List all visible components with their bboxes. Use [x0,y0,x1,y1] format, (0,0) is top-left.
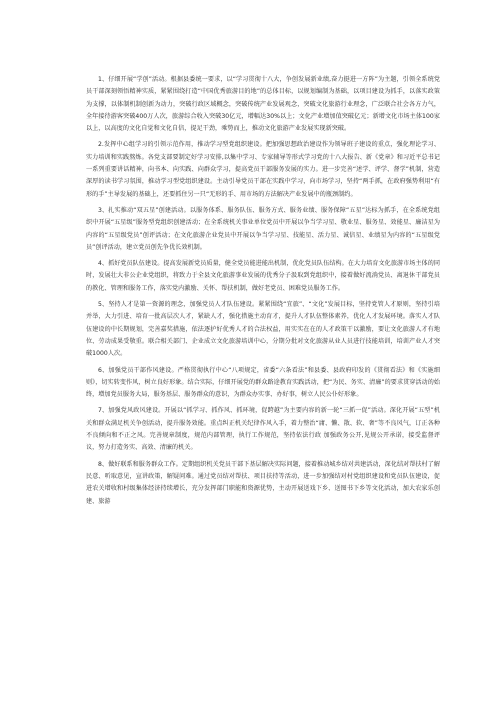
paragraph-6: 6、加强党员干部作风建设。严格贯彻执行中心“八项规定，省委“六条看法”和县委、县政府印发的《贯彻看法》和《实施细则》，切实转变作风，树立良好形象。结合实际，仔细开展党的群众路途教育实践活动，把“为民、务实、清廉”的要求贯穿活动的始终，增加党员服务大局，服务基层、服务群众的意识，为群众办实事、办好事，树立人民公仆好形象。 [86,366,440,399]
paragraph-4: 4、抓好党员队伍建设。提高发展新党员质量，健全党员能进能出机制，优化党员队伍结构。在大力培育文化旅游市场主体的同时，发展壮大非公企业党组织，将致力于全县文化旅游事业发展的优秀分子汲取到党组织中，接着做好流淌党员、离退休干部党员的教化、管理和服务工作，落实党内激励、关怀、帮扶机制，做好老党员、困难党员服务工作。 [86,260,440,292]
paragraph-2: 2.发挥中心组学习的引领示范作用，推动学习型党组织建设。把加强思想政治建设作为领导班子建设的重点，强化理论学习、实力培训和实践熬炼。各党支部要制定好学习安排,以集中学习、专家辅导等形式学习党的十八大报告、新《党章》和习近平总书记一系列重要讲话精神，向书本、向实践、向群众学习，提高党员干部服务发展的实力。进一步完善“述学、评学、督学”机制，营造深厚的读书学习氛围，推动学习型党组织建设。主动引导党员干部在实践中学习，向市场学习，坚持“两手抓，在政府强势利用“有形的手”主导发展的基础上，还要抓住另一只“无形的手、用市场的方法解决产业发展中的瓶颈制约。 [86,141,440,198]
paragraph-3: 3、扎实推动“双五星”创建活动。以服务体系、服务队伍、服务方式、服务业绩、服务保障“五星”达标为抓手，在全系统党组织中开展“五星级”服务型党组织创建活动；在全系统机关事业单位党员中开展以争当学习星、敬业星、服务星、效能星、廉洁星为内容的“五星级党员”创评活动；在文化旅游企业党员中开展以争当学习星、技能星、活力星、诚信星、业绩星为内容的“五星级党员”创评活动，建立党员创先争优长效机制。 [86,206,440,251]
paragraph-1: 1、仔细开展“学创”活动。根据县委统一要求，以“学习贯彻十八大，争创发展新业绩,奋力挺进一方阵”为主题，引领全系统党员干部深刻领悟精神实质，紧紧围绕打造“中国优秀旅游目的地”的总体目标，以规划编制为基础，以项目建设为抓手，以落实政策为支撑，以体制机制创新为动力，突破行政区域概念，突破传统产业发展观念，突破文化旅游行业理念，广泛联合社会各方力气，全年接待游客突破400万人次，旅游综合收入突破30亿元，增幅达30%以上；文化产业增加值突破亿元；新增文化市场主体100家以上，以高度的文化自觉和文化自信，提足干劲，乘势而上，推动文化旅游产业发展实现新突破。 [86,76,440,133]
paragraph-8: 8、做好联系和服务群众工作。定期组织机关党员干部下基层解决实际问题，接着推动城乡结对共建活动，深化结对帮扶村了解民意、听取意见，宣讲政策，解疑问难。通过党员结对帮扶、项目扶持等活动，进一步加强结对村党组织建设和党员队伍建设，促进农关增收和村级集体经济持续增长，充分发挥部门职能和资源优势，主动开展送戏下乡、送图书下乡等文化活动，加大农家乐创建、旅游 [86,460,440,505]
paragraph-5: 5、坚持人才是第一资源的理念，加强党员人才队伍建设。紧紧围绕“宜旅”、“文化”发展目标，坚持党管人才原则，坚持引培并举，大力引进、培育一批高层次人才，紧缺人才，强化措施主动育才，提升人才队伍整体素养，优化人才发展环境。落实人才队伍建设的中长期规划，完善嘉奖措施，依法逐护好优秀人才的合法权益，用实实在在的人才政策干以激励，要让文化旅游人才有地位、劳动成果受敬重。联合相关部门、企业成立文化旅游培训中心，分期分批对文化旅游从业人员进行技能培训，培训产业人才突破1000人次。 [86,301,440,358]
paragraph-7: 7、加强党风政风建设。开展以“抓学习、抓作风、抓环境，促跨越”为主要内容的新一轮“三抓一促”活动。深化开展“五型”机关和群众满足机关争创活动，提升服务效能。重点纠正机关纪律作风入手，着力整治“庸、懒、散、软、奢”等不良风气，订正各种不良倾向和不正之风。完善规章制度，规范内部管理，执行工作规范，坚持依法行政 加强政务公开,见规公开承诺，接受监督评议，努力打造务实、高效、清廉的机关。 [86,407,440,452]
